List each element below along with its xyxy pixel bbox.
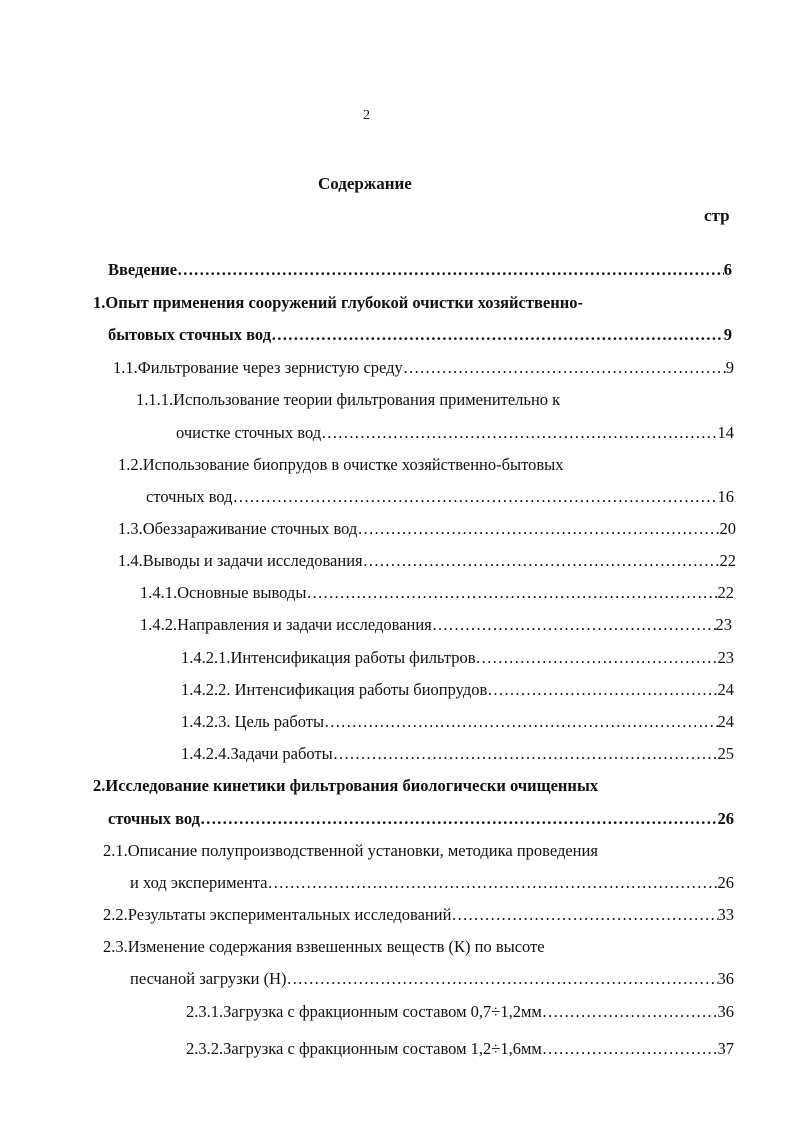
toc-entry-title: сточных вод: [108, 809, 201, 828]
toc-entry-title: 1.4.2.3. Цель работы: [181, 712, 325, 731]
toc-entry-page: 26: [717, 873, 734, 892]
toc-entry-2-1[interactable]: [130, 871, 734, 895]
toc-heading-2-3[interactable]: [103, 935, 545, 959]
toc-entry-page: 33: [717, 905, 734, 924]
toc-entry-page: 20: [719, 519, 736, 538]
leader-dots: [324, 710, 717, 734]
toc-entry-title: 1.4.Выводы и задачи исследования: [118, 551, 363, 570]
toc-entry-page: 24: [717, 712, 734, 731]
toc-entry-title: 1.4.2.4.Задачи работы: [181, 744, 333, 763]
toc-entry-title: 2.3.2.Загрузка с фракционным составом 1,2÷1,6мм: [186, 1039, 542, 1058]
toc-entry-1-4-2[interactable]: [140, 613, 732, 637]
toc-entry-page: 23: [717, 648, 734, 667]
toc-entry-1-4-2-1[interactable]: [181, 646, 734, 670]
leader-dots: [357, 517, 719, 541]
toc-entry-page: 6: [723, 260, 732, 279]
toc-entry-page: 23: [715, 615, 732, 634]
toc-entry-1-4-2-2[interactable]: [181, 678, 734, 702]
toc-entry-introduction[interactable]: [108, 258, 732, 282]
leader-dots: [267, 871, 717, 895]
toc-entry-title: 1.4.2.Направления и задачи исследования: [140, 615, 432, 634]
toc-entry-title: бытовых сточных вод: [108, 325, 272, 344]
toc-entry-title: песчаной загрузки (Н): [130, 969, 287, 988]
toc-entry-page: 25: [717, 744, 734, 763]
document-title: Содержание: [318, 174, 412, 193]
leader-dots: [542, 1037, 718, 1061]
toc-entry-2-3[interactable]: [130, 967, 734, 991]
toc-entry-title: 2.2.Результаты экспериментальных исследований: [103, 905, 452, 924]
leader-dots: [333, 742, 718, 766]
toc-entry-title: Введение: [108, 260, 178, 279]
leader-dots: [451, 903, 717, 927]
page-column-label: стр: [704, 206, 730, 225]
toc-entry-1-3[interactable]: [118, 517, 736, 541]
toc-entry-1-4-2-3[interactable]: [181, 710, 734, 734]
toc-entry-title: очистке сточных вод: [176, 423, 322, 442]
leader-dots: [476, 646, 718, 670]
leader-dots: [321, 421, 717, 445]
toc-entry-title: 1.4.1.Основные выводы: [140, 583, 307, 602]
toc-entry-page: 9: [723, 325, 732, 344]
toc-entry-page: 26: [717, 809, 734, 828]
toc-entry-title: 1.4.2.1.Интенсификация работы фильтров: [181, 648, 476, 667]
toc-entry-title: и ход эксперимента: [130, 873, 268, 892]
toc-entry-1-4-1[interactable]: [140, 581, 734, 605]
leader-dots: [200, 807, 717, 831]
leader-dots: [403, 356, 726, 380]
toc-heading-1-1-1[interactable]: [136, 388, 560, 412]
leader-dots: [363, 549, 720, 573]
leader-dots: [487, 678, 717, 702]
toc-entry-1-4-2-4[interactable]: [181, 742, 734, 766]
page-number: 2: [363, 108, 370, 123]
leader-dots: [432, 613, 716, 637]
toc-entry-chapter-1[interactable]: [108, 323, 732, 347]
toc-entry-title: 1.2.Использование биопрудов в очистке хозяйственно-бытовых: [118, 455, 564, 474]
leader-dots: [306, 581, 717, 605]
toc-entry-chapter-2[interactable]: [108, 807, 734, 831]
toc-entry-page: 24: [717, 680, 734, 699]
toc-entry-title: 2.3.Изменение содержания взвешенных веществ (К) по высоте: [103, 937, 545, 956]
toc-entry-1-2[interactable]: [146, 485, 734, 509]
toc-entry-page: 37: [717, 1039, 734, 1058]
toc-entry-page: 16: [717, 487, 734, 506]
leader-dots: [287, 967, 718, 991]
leader-dots: [271, 323, 724, 347]
toc-heading-chapter-1[interactable]: [93, 291, 583, 315]
toc-entry-title: 2.Исследование кинетики фильтрования биологически очищенных: [93, 776, 599, 795]
toc-entry-1-4[interactable]: [118, 549, 736, 573]
toc-entry-1-1-1[interactable]: [176, 421, 734, 445]
toc-entry-page: 22: [717, 583, 734, 602]
toc-entry-title: 2.3.1.Загрузка с фракционным составом 0,7÷1,2мм: [186, 1002, 542, 1021]
toc-entry-1-1[interactable]: [113, 356, 734, 380]
toc-heading-chapter-2[interactable]: [93, 774, 598, 798]
toc-entry-page: 36: [717, 1002, 734, 1021]
toc-heading-2-1[interactable]: [103, 839, 598, 863]
toc-entry-title: 1.3.Обеззараживание сточных вод: [118, 519, 358, 538]
toc-entry-title: 2.1.Описание полупроизводственной установки, методика проведения: [103, 841, 598, 860]
toc-entry-2-3-2[interactable]: [186, 1037, 734, 1061]
toc-entry-title: 1.4.2.2. Интенсификация работы биопрудов: [181, 680, 488, 699]
toc-entry-title: сточных вод: [146, 487, 233, 506]
toc-entry-title: 1.Опыт применения сооружений глубокой очистки хозяйственно-: [93, 293, 583, 312]
toc-entry-2-2[interactable]: [103, 903, 734, 927]
leader-dots: [177, 258, 724, 282]
toc-heading-1-2[interactable]: [118, 453, 563, 477]
toc-entry-page: 14: [717, 423, 734, 442]
leader-dots: [233, 485, 718, 509]
toc-entry-title: 1.1.Фильтрование через зернистую среду: [113, 358, 403, 377]
toc-entry-2-3-1[interactable]: [186, 1000, 734, 1024]
toc-entry-page: 9: [725, 358, 734, 377]
toc-entry-page: 36: [717, 969, 734, 988]
toc-entry-title: 1.1.1.Использование теории фильтрования применительно к: [136, 390, 561, 409]
leader-dots: [542, 1000, 718, 1024]
toc-entry-page: 22: [719, 551, 736, 570]
